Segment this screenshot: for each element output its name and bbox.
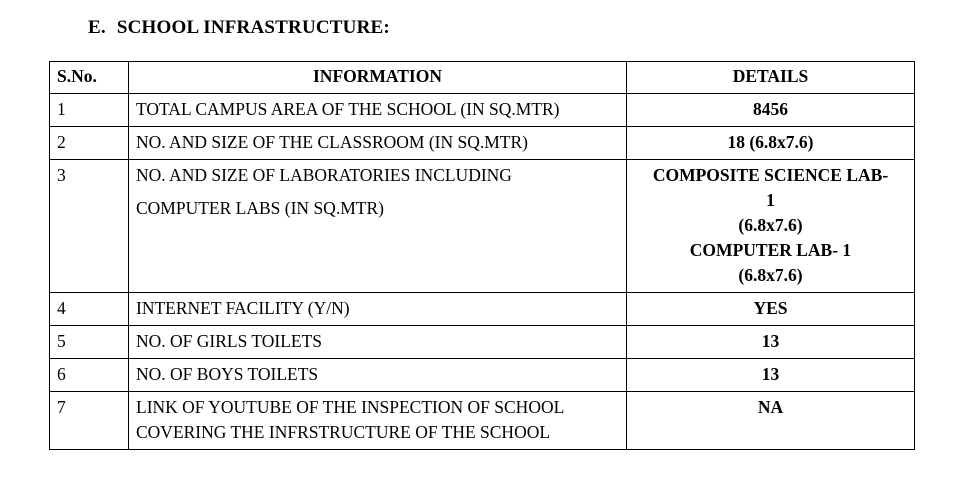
details-line: COMPUTER LAB- 1 <box>689 240 852 260</box>
info-line: LINK OF YOUTUBE OF THE INSPECTION OF SCHOOL <box>136 397 565 417</box>
details-line: 18 (6.8x7.6) <box>727 132 814 152</box>
row-sno: 3 <box>50 160 129 293</box>
info-line: NO. OF GIRLS TOILETS <box>136 331 323 351</box>
header-information: INFORMATION <box>129 62 627 94</box>
row-details <box>627 359 915 392</box>
table-row <box>50 160 915 293</box>
section-heading <box>88 17 390 39</box>
row-sno: 7 <box>50 392 129 450</box>
row-details <box>627 293 915 326</box>
details-line: (6.8x7.6) <box>738 265 803 285</box>
details-line: NA <box>757 397 784 417</box>
info-line: NO. AND SIZE OF LABORATORIES INCLUDING <box>136 165 512 185</box>
row-sno: 1 <box>50 94 129 127</box>
details-line: (6.8x7.6) <box>738 215 803 235</box>
header-details: DETAILS <box>627 62 915 94</box>
row-details <box>627 127 915 160</box>
section-title-text: SCHOOL INFRASTRUCTURE: <box>116 17 390 38</box>
row-sno: 5 <box>50 326 129 359</box>
row-information <box>129 326 627 359</box>
info-line: TOTAL CAMPUS AREA OF THE SCHOOL (IN SQ.MTR) <box>136 99 560 119</box>
row-information <box>129 293 627 326</box>
table-row <box>50 293 915 326</box>
table-row <box>50 94 915 127</box>
info-line: NO. OF BOYS TOILETS <box>136 364 319 384</box>
details-line: COMPOSITE SCIENCE LAB- <box>652 165 889 185</box>
row-details <box>627 392 915 450</box>
table-row <box>50 359 915 392</box>
info-line: NO. AND SIZE OF THE CLASSROOM (IN SQ.MTR) <box>136 132 528 152</box>
details-line: YES <box>753 298 788 318</box>
table-row <box>50 326 915 359</box>
info-line: INTERNET FACILITY (Y/N) <box>136 298 350 318</box>
section-letter: E. <box>88 17 106 38</box>
details-line: 1 <box>766 190 775 210</box>
row-details <box>627 94 915 127</box>
row-sno: 4 <box>50 293 129 326</box>
info-line: COVERING THE INFRSTRUCTURE OF THE SCHOOL <box>136 422 551 442</box>
infrastructure-table <box>49 61 915 450</box>
table-row <box>50 392 915 450</box>
details-line: 13 <box>761 364 780 384</box>
row-sno: 2 <box>50 127 129 160</box>
details-line: 8456 <box>753 99 788 119</box>
row-details <box>627 160 915 293</box>
row-sno: 6 <box>50 359 129 392</box>
row-details <box>627 326 915 359</box>
header-sno: S.No. <box>50 62 129 94</box>
table-header-row <box>50 62 915 94</box>
row-information <box>129 359 627 392</box>
details-line: 13 <box>761 331 780 351</box>
info-line: COMPUTER LABS (IN SQ.MTR) <box>136 198 384 218</box>
row-information <box>129 127 627 160</box>
table-row <box>50 127 915 160</box>
row-information <box>129 94 627 127</box>
row-information <box>129 392 627 450</box>
row-information <box>129 160 627 293</box>
